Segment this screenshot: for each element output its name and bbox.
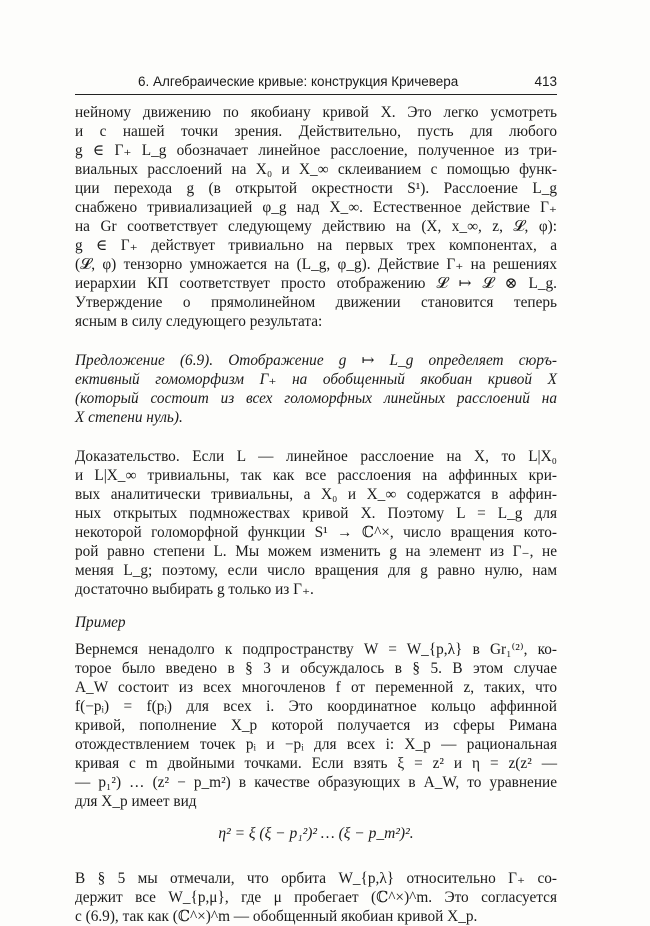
- paragraph-continuation: [75, 103, 557, 331]
- running-header: [75, 74, 557, 94]
- text-line: g ∈ Γ₊ L_g обозначает линейное расслоение, полученное из три-: [75, 142, 557, 159]
- text-line: Доказательство. Если L — линейное расслоение на X, то L|X₀: [75, 448, 557, 465]
- text-line: держит все W_{p,μ}, где μ пробегает (ℂ^×)^m. Это согласуется: [75, 889, 557, 906]
- text-line: ных открытых подмножествах кривой X. Поэтому L = L_g для: [75, 505, 557, 522]
- text-line: и с нашей точки зрения. Действительно, пусть для любого: [75, 123, 557, 140]
- page-number: 413: [534, 74, 557, 89]
- text-line: (𝓛, φ) тензорно умножается на (L_g, φ_g). Действие Γ₊ на решениях: [75, 256, 557, 273]
- text-line: с (6.9), так как (ℂ^×)^m — обобщенный якобиан кривой X_p.: [75, 908, 478, 925]
- text-line: и L|X_∞ тривиальны, так как все расслоения на аффинных кри-: [75, 467, 557, 484]
- text-line: торое было введено в § 3 и обсуждалось в § 5. В этом случае: [75, 660, 557, 677]
- proof-block: [75, 447, 557, 599]
- text-line: A_W состоит из всех многочленов f от переменной z, таких, что: [75, 679, 557, 696]
- text-line: вых аналитически тривиальны, а X₀ и X_∞ содержатся в аффин-: [75, 486, 557, 503]
- closing-paragraph: [75, 869, 557, 926]
- page-body: [75, 103, 557, 926]
- text-line: кривой, пополнение X_p которой получается из сферы Римана: [75, 717, 557, 734]
- text-line: некоторой голоморфной функции S¹ → ℂ^×, число вращения кото-: [75, 524, 557, 541]
- text-line: X степени нуль).: [75, 409, 183, 426]
- text-line: снабжено тривиализацией φ_g над X_∞. Естественное действие Γ₊: [75, 199, 557, 216]
- text-line: достаточно выбирать g только из Γ₊.: [75, 581, 314, 598]
- text-line: кривая с m двойными точками. Если взять ξ = z² и η = z(z² —: [75, 755, 557, 772]
- text-line: — p₁²) … (z² − p_m²) в качестве образующих в A_W, то уравнение: [75, 774, 557, 791]
- text-line: ясным в силу следующего результата:: [75, 313, 323, 330]
- example-heading: Пример: [75, 614, 126, 631]
- example-block: [75, 640, 557, 811]
- text-line: виальных расслоений на X₀ и X_∞ склеиванием с помощью функ-: [75, 161, 557, 178]
- text-line: иерархии КП соответствует просто отображению 𝓛 ↦ 𝓛 ⊗ L_g.: [75, 275, 557, 292]
- text-line: рой равно степени L. Мы можем изменить g на элемент из Γ₋, не: [75, 543, 557, 560]
- text-line: нейному движению по якобиану кривой X. Это легко усмотреть: [75, 104, 557, 121]
- text-line: Предложение (6.9). Отображение g ↦ L_g определяет сюръ-: [75, 352, 557, 369]
- text-line: g ∈ Γ₊ действует тривиально на первых трех компонентах, а: [75, 237, 557, 254]
- text-line: ективный гомоморфизм Γ₊ на обобщенный якобиан кривой X: [75, 371, 557, 388]
- curve-equation: η² = ξ (ξ − p₁²)² … (ξ − p_m²)².: [218, 825, 414, 842]
- text-line: (который состоит из всех голоморфных линейных расслоений на: [75, 390, 557, 407]
- header-title: 6. Алгебраические кривые: конструкция Кричевера: [138, 74, 459, 89]
- text-line: Вернемся ненадолго к подпространству W = W_{p,λ} в Gr₁⁽²⁾, ко-: [75, 641, 557, 658]
- text-line: f(−pᵢ) = f(pᵢ) для всех i. Это координатное кольцо аффинной: [75, 698, 557, 715]
- text-line: отождествлением точек pᵢ и −pᵢ для всех i: X_p — рациональная: [75, 736, 557, 753]
- text-line: В § 5 мы отмечали, что орбита W_{p,λ} относительно Γ₊ со-: [75, 870, 557, 887]
- text-line: на Gr соответствует следующему действию на (X, x_∞, z, 𝓛, φ):: [75, 218, 557, 235]
- text-line: ции перехода g (в открытой окрестности S¹). Расслоение L_g: [75, 180, 557, 197]
- text-line: Утверждение о прямолинейном движении становится теперь: [75, 294, 557, 311]
- text-line: меняя L_g; поэтому, если число вращения для g равно нулю, нам: [75, 562, 557, 579]
- header-rule: [75, 94, 557, 95]
- proposition-6-9: [75, 351, 557, 427]
- text-line: для X_p имеет вид: [75, 793, 197, 810]
